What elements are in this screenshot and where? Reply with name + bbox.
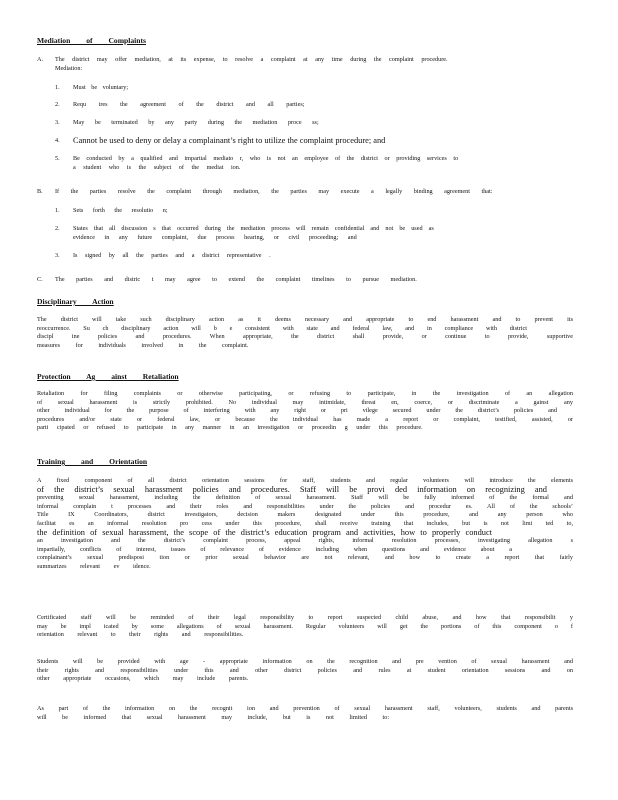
text-line: Students will be provided with age - appropriate information on the recognition and pre vention of sexual harassment and (37, 658, 573, 665)
disciplinary-paragraph (37, 316, 573, 350)
text-line: summarizes relevant ev idence. (37, 562, 151, 570)
text-line: will be informed that sexual harassment may include, but is not limited to: (37, 713, 390, 721)
text-line: The district may offer mediation, at its expense, to resolve a complaint at any time during the complaint procedure. (55, 56, 448, 63)
text-line: measures for individuals involved in the complaint. (37, 341, 249, 349)
training-paragraph-4 (37, 705, 573, 722)
text-line: evidence in any future complaint, due process hearing, or civil proceeding; and (73, 233, 357, 241)
item-number: 5. (55, 155, 60, 162)
heading-mediation: Mediation of Complaints (37, 36, 147, 45)
text-line: an investigation and the district’s complaint process, appeal rights, informal resolution processes, investigating allegation s (37, 537, 573, 545)
text-line: States that all discussion s that occurred during the mediation process will remain confidential and not be used as (73, 225, 434, 232)
text-line: reoccurrence. Su ch disciplinary action will b e consistent with state and federal law, and in compliance with district (37, 324, 527, 332)
text-line: Is signed by all the parties and a district representative . (73, 252, 271, 259)
text-line: Cannot be used to deny or delay a complainant’s right to utilize the complaint procedure; and (73, 136, 386, 145)
text-line: of sexual harassment is strictly prohibited. No individual may intimidate, threat en, coerce, or discriminate a gainst any (37, 398, 573, 406)
text-line: Requ ires the agreement of the district and all parties; (73, 101, 305, 108)
heading-disciplinary: Disciplinary Action (37, 297, 114, 306)
text-line: informal complain t processes and their roles and responsibilities under the policies and procedur es. All of the schools’ (37, 502, 573, 510)
item-number: 4. (55, 137, 60, 144)
text-line: Retaliation for filing complaints or otherwise participating, or refusing to participate, in the investigation of an allegation (37, 390, 573, 397)
text-line: As part of the information on the recognit ion and prevention of sexual harassment staff, volunteers, students and parents (37, 705, 573, 712)
text-line: Mediation: (55, 64, 83, 72)
item-number: 3. (55, 252, 60, 259)
text-line: of the district’s sexual harassment policies and procedures. Staff will be provi ded information on recognizing and (37, 485, 547, 494)
text-line: Certificated staff will be reminded of their legal responsibility to report suspected child abuse, and how that responsibilit y (37, 614, 573, 621)
section-letter: A. (37, 56, 44, 63)
text-line: The parties and distric t may agree to extend the complaint timelines to pursue mediation. (55, 276, 417, 283)
text-line: the definition of sexual harassment, the scope of the district’s education program and activities, how to properly conduct (37, 528, 492, 537)
protection-paragraph (37, 390, 573, 433)
text-line: a student who is the subject of the mediat ion. (73, 163, 241, 171)
section-letter: C. (37, 276, 43, 283)
text-line: facilitat es an informal resolution pro cess under this procedure, shall receive training that includes, but is not limi ted to, (37, 519, 573, 527)
text-line: other appropriate occasions, which may include parents. (37, 675, 249, 683)
text-line: Title IX Coordinators, district investigators, decision makers designated under this procedure, and any person who (37, 511, 573, 519)
text-line: their rights and responsibilities under this and other district policies and rules at student orientation sessions and on (37, 666, 573, 674)
text-line: parti cipated or refused to participate in any manner in an investigation or proceedin g under this procedure. (37, 424, 423, 432)
text-line: If the parties resolve the complaint through mediation, the parties may execute a legally binding agreement that: (55, 188, 493, 195)
text-line: orientation relevant to their rights and responsibilities. (37, 631, 244, 639)
item-number: 2. (55, 225, 60, 232)
text-line: A fixed component of all district orientation sessions for staff, students and regular volunteers will introduce the elements (37, 477, 573, 484)
text-line: Sets forth the resolutio n; (73, 207, 168, 214)
item-number: 1. (55, 207, 60, 214)
item-number: 3. (55, 119, 60, 126)
mediation-section-a (37, 56, 573, 74)
text-line: may be impl icated by some allegations of sexual harassment. Regular volunteers will get the portions of this component o f (37, 622, 573, 630)
heading-training: Training and Orientation (37, 457, 148, 466)
item-number: 2. (55, 101, 60, 108)
training-paragraph-3 (37, 658, 573, 684)
section-letter: B. (37, 188, 43, 195)
text-line: Must be voluntary; (73, 84, 129, 91)
text-line: May be terminated by any party during the mediation proce ss; (73, 119, 319, 126)
text-line: impartially, conflicts of interest, issues of relevance of evidence including when questions and evidence about a (37, 545, 512, 553)
text-line: The district will take such disciplinary action as it deems necessary and appropriate to end harassment and to prevent its (37, 316, 573, 323)
heading-protection: Protection Ag ainst Retaliation (37, 372, 179, 381)
text-line: Be conducted by a qualified and impartial mediato r, who is not an employee of the district or providing services to (73, 155, 459, 162)
text-line: complainant’s sexual predisposi tion or prior sexual behavior are not relevant, and how to create a report that fairly (37, 554, 573, 562)
text-line: preventing sexual harassment, including the definition of sexual harassment. Staff will be fully informed of the formal and (37, 494, 573, 502)
item-number: 1. (55, 84, 60, 91)
training-paragraph-1 (37, 477, 573, 572)
training-paragraph-2 (37, 614, 573, 640)
text-line: discipl ine policies and procedures. When appropriate, the district shall provide, or continue to provide, supportive (37, 333, 573, 341)
text-line: procedures and/or state or federal law, or because the individual has made a report or complaint, testified, assisted, or (37, 415, 573, 423)
text-line: other individual for the purpose of interfering with any right or pri vilege secured under the district’s policies and (37, 407, 557, 415)
